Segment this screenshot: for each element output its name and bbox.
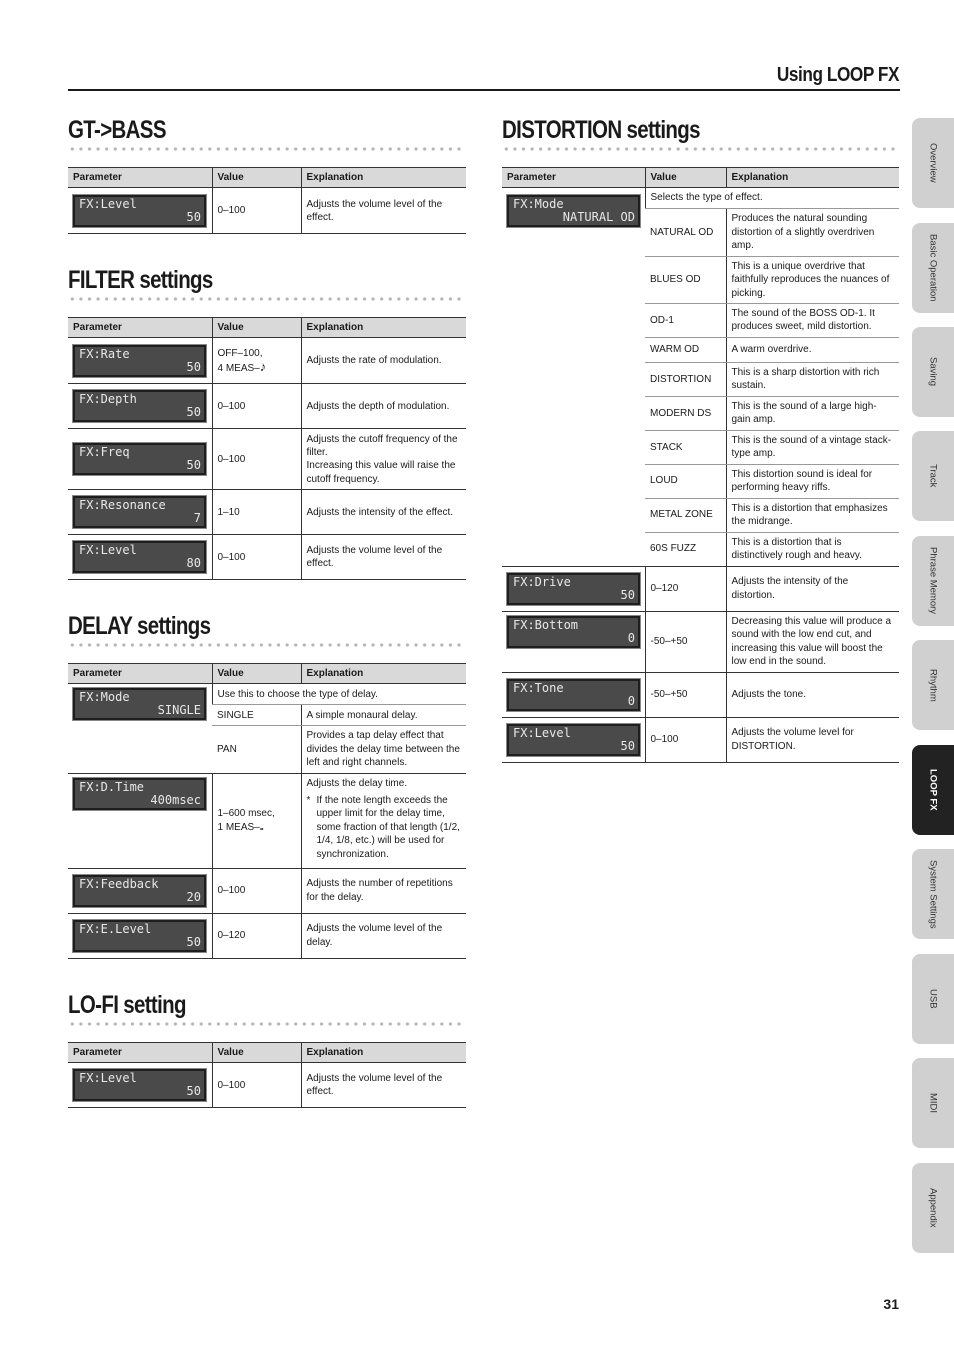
col-parameter: Parameter <box>68 1043 212 1063</box>
col-value: Value <box>212 318 301 338</box>
col-explanation: Explanation <box>301 318 466 338</box>
value-cell: 0–100 <box>212 868 301 913</box>
value-cell: 0–100 <box>212 535 301 580</box>
col-value: Value <box>212 1043 301 1063</box>
lcd-display: FX:Level 80 <box>73 541 206 573</box>
value-cell: METAL ZONE <box>645 498 726 532</box>
lcd-display: FX:Resonance 7 <box>73 496 206 528</box>
tab-appendix[interactable]: Appendix <box>912 1163 954 1253</box>
value-cell: BLUES OD <box>645 256 726 303</box>
explanation-cell: This is a distortion that emphasizes the midrange. <box>726 498 899 532</box>
explanation-cell: Adjusts the depth of modulation. <box>301 384 466 429</box>
col-parameter: Parameter <box>68 168 212 188</box>
explanation-cell: Produces the natural sounding distortion of a slightly overdriven amp. <box>726 208 899 256</box>
tab-loop-fx[interactable]: LOOP FX <box>912 745 954 835</box>
section-title: GT->BASS <box>68 116 166 144</box>
value-cell: 0–120 <box>212 913 301 958</box>
value-cell: WARM OD <box>645 337 726 362</box>
delay-table <box>68 663 466 959</box>
explanation-cell: Adjusts the cutoff frequency of the filter. Increasing this value will raise the cutoff frequency. <box>301 429 466 490</box>
value-cell: NATURAL OD <box>645 208 726 256</box>
value-cell: OD-1 <box>645 304 726 338</box>
value-cell: SINGLE <box>212 705 301 726</box>
section-title: LO-FI setting <box>68 991 186 1019</box>
dotted-divider <box>68 146 466 152</box>
dotted-divider <box>68 642 466 648</box>
explanation-cell: Adjusts the delay time. * If the note length exceeds the upper limit for the delay time, some fraction of that length (1/2, 1/4, 1/8, etc.) will be used for synchronization. <box>301 773 466 868</box>
intro-cell: Selects the type of effect. <box>645 188 899 208</box>
lcd-display: FX:Drive 50 <box>507 573 640 605</box>
distortion-section <box>502 116 899 763</box>
col-value: Value <box>212 168 301 188</box>
explanation-cell: Adjusts the rate of modulation. <box>301 338 466 384</box>
value-cell: 0–100 <box>212 1063 301 1108</box>
section-title: DELAY settings <box>68 612 211 640</box>
table-row <box>68 868 466 913</box>
explanation-cell: This is the sound of a vintage stack-type amp. <box>726 430 899 464</box>
lcd-display: FX:Level 50 <box>73 195 206 227</box>
value-cell: 1–10 <box>212 490 301 535</box>
intro-cell: Use this to choose the type of delay. <box>212 684 466 705</box>
tab-phrase-memory[interactable]: Phrase Memory <box>912 536 954 626</box>
col-parameter: Parameter <box>68 318 212 338</box>
col-explanation: Explanation <box>726 168 899 188</box>
col-value: Value <box>212 664 301 684</box>
value-cell: 0–100 <box>212 188 301 234</box>
tab-system-settings[interactable]: System Settings <box>912 849 954 939</box>
col-explanation: Explanation <box>301 1043 466 1063</box>
lofi-table <box>68 1042 466 1108</box>
col-explanation: Explanation <box>301 168 466 188</box>
gt-bass-table <box>68 167 466 234</box>
value-cell: LOUD <box>645 464 726 498</box>
explanation-cell: Adjusts the intensity of the effect. <box>301 490 466 535</box>
explanation-cell: A simple monaural delay. <box>301 705 466 726</box>
lcd-display: FX:Feedback 20 <box>73 875 206 907</box>
lcd-display: FX:Level 50 <box>73 1069 206 1101</box>
explanation-cell: Adjusts the volume level of the effect. <box>301 188 466 234</box>
explanation-cell: Adjusts the intensity of the distortion. <box>726 566 899 611</box>
tab-basic-operation[interactable]: Basic Operation <box>912 223 954 313</box>
value-cell: 60S FUZZ <box>645 532 726 566</box>
table-row <box>502 717 899 762</box>
lcd-display: FX:Mode SINGLE <box>73 688 206 720</box>
explanation-cell: Adjusts the volume level of the effect. <box>301 535 466 580</box>
col-explanation: Explanation <box>301 664 466 684</box>
value-cell: -50–+50 <box>645 672 726 717</box>
explanation-cell: This is a distortion that is distinctively rough and heavy. <box>726 532 899 566</box>
section-title: DISTORTION settings <box>502 116 700 144</box>
value-cell: OFF–100, 4 MEAS–♪ <box>212 338 301 384</box>
eighth-note-icon: ♪ <box>259 358 267 374</box>
lofi-section <box>68 991 466 1108</box>
lcd-display: FX:Freq 50 <box>73 443 206 475</box>
explanation-cell: Adjusts the volume level of the effect. <box>301 1063 466 1108</box>
tab-midi[interactable]: MIDI <box>912 1058 954 1148</box>
delay-section <box>68 612 466 959</box>
explanation-cell: This is a sharp distortion with rich sustain. <box>726 362 899 396</box>
value-cell: 1–600 msec, 1 MEAS–𝅝 <box>212 773 301 868</box>
value-cell: -50–+50 <box>645 611 726 672</box>
table-row <box>68 1063 466 1108</box>
tab-rhythm[interactable]: Rhythm <box>912 640 954 730</box>
explanation-cell: Adjusts the volume level of the delay. <box>301 913 466 958</box>
col-parameter: Parameter <box>502 168 645 188</box>
table-row <box>68 684 466 705</box>
dotted-divider <box>502 146 899 152</box>
lcd-display: FX:E.Level 50 <box>73 920 206 952</box>
explanation-cell: This is the sound of a large high-gain amp. <box>726 396 899 430</box>
lcd-display: FX:Tone 0 <box>507 679 640 711</box>
explanation-cell: Adjusts the tone. <box>726 672 899 717</box>
table-row <box>502 188 899 208</box>
explanation-cell: This is a unique overdrive that faithfully reproduces the nuances of picking. <box>726 256 899 303</box>
value-cell: 0–100 <box>212 384 301 429</box>
explanation-cell: Adjusts the number of repetitions for the delay. <box>301 868 466 913</box>
value-cell: 0–100 <box>645 717 726 762</box>
explanation-cell: Adjusts the volume level for DISTORTION. <box>726 717 899 762</box>
table-row <box>68 490 466 535</box>
lcd-display: FX:Rate 50 <box>73 345 206 377</box>
lcd-display: FX:D.Time 400msec <box>73 778 206 810</box>
value-cell: MODERN DS <box>645 396 726 430</box>
page-header-title: Using LOOP FX <box>776 64 899 86</box>
table-row <box>502 672 899 717</box>
header-rule <box>68 89 900 91</box>
value-cell: STACK <box>645 430 726 464</box>
value-cell: 0–100 <box>212 429 301 490</box>
lcd-display: FX:Bottom 0 <box>507 616 640 648</box>
dotted-divider <box>68 1021 466 1027</box>
footnote: * If the note length exceeds the upper limit for the delay time, some fraction of that length (1/2, 1/4, 1/8, etc.) will be used for synchronization. <box>306 795 460 860</box>
table-row <box>68 429 466 490</box>
tab-saving[interactable]: Saving <box>912 327 954 417</box>
table-row <box>502 566 899 611</box>
table-row <box>68 535 466 580</box>
table-row <box>68 773 466 868</box>
col-parameter: Parameter <box>68 664 212 684</box>
explanation-cell: This distortion sound is ideal for performing heavy riffs. <box>726 464 899 498</box>
explanation-cell: A warm overdrive. <box>726 337 899 362</box>
whole-note-icon: 𝅝 <box>259 821 264 833</box>
explanation-cell: The sound of the BOSS OD-1. It produces sweet, mild distortion. <box>726 304 899 338</box>
filter-section <box>68 266 466 580</box>
lcd-display: FX:Mode NATURAL OD <box>507 195 640 227</box>
table-row <box>502 611 899 672</box>
col-value: Value <box>645 168 726 188</box>
lcd-display: FX:Level 50 <box>507 724 640 756</box>
dotted-divider <box>68 296 466 302</box>
table-row <box>68 338 466 384</box>
explanation-cell: Decreasing this value will produce a sound with the low end cut, and increasing this value will boost the low end in the sound. <box>726 611 899 672</box>
explanation-cell: Provides a tap delay effect that divides the delay time between the left and right channels. <box>301 726 466 773</box>
filter-table <box>68 317 466 580</box>
value-cell: PAN <box>212 726 301 773</box>
table-row <box>68 188 466 234</box>
tab-usb[interactable]: USB <box>912 954 954 1044</box>
page-number: 31 <box>883 1296 899 1312</box>
distortion-table <box>502 167 899 763</box>
table-row <box>68 913 466 958</box>
section-title: FILTER settings <box>68 266 213 294</box>
table-row <box>68 384 466 429</box>
tab-track[interactable]: Track <box>912 431 954 521</box>
value-cell: 0–120 <box>645 566 726 611</box>
value-cell: DISTORTION <box>645 362 726 396</box>
lcd-display: FX:Depth 50 <box>73 390 206 422</box>
tab-overview[interactable]: Overview <box>912 118 954 208</box>
gt-bass-section <box>68 116 466 234</box>
